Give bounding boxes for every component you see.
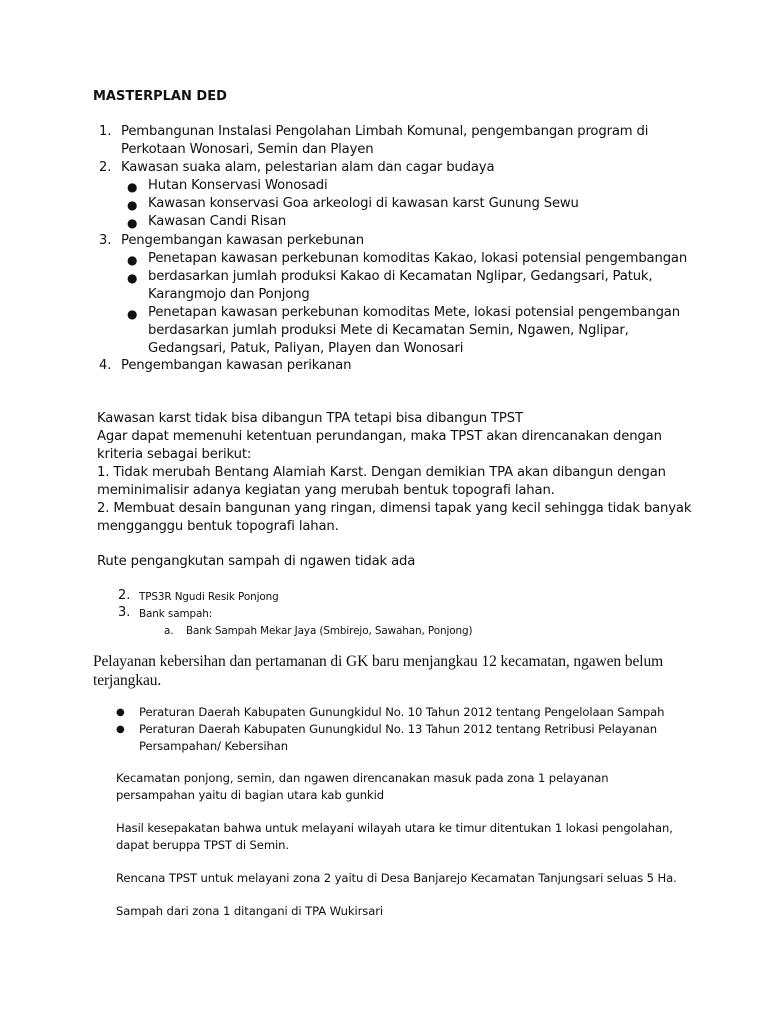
paragraph-line: Hasil kesepakatan bahwa untuk melayani wilayah utara ke timur ditentukan 1 lokasi pengolahan,	[116, 821, 673, 835]
list-item-text: Pembangunan Instalasi Pengolahan Limbah Komunal, pengembangan program di	[121, 124, 649, 139]
paragraph-line: Agar dapat memenuhi ketentuan perundangan, maka TPST akan direncanakan dengan	[97, 429, 662, 444]
bullet-icon: ●	[127, 271, 138, 285]
sub-item-label: a.	[164, 625, 174, 637]
sub-item-text: Hutan Konservasi Wonosadi	[148, 178, 328, 193]
list-number: 4.	[99, 358, 112, 373]
sub-item-text: Kawasan Candi Risan	[148, 214, 287, 229]
sub-item-text: Bank Sampah Mekar Jaya (Smbirejo, Sawahan, Ponjong)	[186, 625, 473, 637]
bullet-icon: ●	[127, 307, 138, 321]
sub-item-text: Penetapan kawasan perkebunan komoditas Kakao, lokasi potensial pengembangan	[148, 251, 688, 266]
bullet-icon: ●	[116, 707, 125, 718]
list-item-text: Persampahan/ Kebersihan	[139, 739, 288, 753]
bullet-icon: ●	[116, 724, 125, 735]
list-number: 2.	[118, 588, 131, 603]
bullet-icon: ●	[127, 253, 138, 267]
list-number: 3.	[99, 233, 112, 248]
bullet-icon: ●	[127, 180, 138, 194]
paragraph-line: Kawasan karst tidak bisa dibangun TPA tetapi bisa dibangun TPST	[97, 411, 523, 426]
paragraph-line: 2. Membuat desain bangunan yang ringan, dimensi tapak yang kecil sehingga tidak banyak	[97, 501, 692, 516]
paragraph-line: dapat beruppa TPST di Semin.	[116, 838, 289, 852]
sub-item-text: Kawasan konservasi Goa arkeologi di kawasan karst Gunung Sewu	[148, 196, 579, 211]
sub-item-text: berdasarkan jumlah produksi Mete di Kecamatan Semin, Ngawen, Nglipar,	[148, 323, 629, 338]
rute-text: Rute pengangkutan sampah di ngawen tidak ada	[97, 554, 416, 569]
list-number: 2.	[99, 160, 112, 175]
bullet-icon: ●	[127, 198, 138, 212]
paragraph-line: meminimalisir adanya kegiatan yang merubah bentuk topografi lahan.	[97, 483, 555, 498]
list-number: 3.	[118, 605, 131, 620]
sub-item-text: Karangmojo dan Ponjong	[148, 287, 310, 302]
paragraph-line: terjangkau.	[93, 672, 162, 689]
list-item-text: Peraturan Daerah Kabupaten Gunungkidul No. 10 Tahun 2012 tentang Pengelolaan Sampah	[139, 705, 665, 719]
list-item-text: Pengembangan kawasan perikanan	[121, 358, 352, 373]
document-title: MASTERPLAN DED	[93, 89, 227, 104]
list-item-text: Pengembangan kawasan perkebunan	[121, 233, 365, 248]
bullet-icon: ●	[127, 216, 138, 230]
list-item-text: Bank sampah:	[139, 608, 213, 620]
sub-item-text: Gedangsari, Patuk, Paliyan, Playen dan Wonosari	[148, 341, 464, 356]
paragraph-line: kriteria sebagai berikut:	[97, 447, 252, 462]
paragraph-line: Kecamatan ponjong, semin, dan ngawen direncanakan masuk pada zona 1 pelayanan	[116, 771, 609, 785]
list-item-text: Perkotaan Wonosari, Semin dan Playen	[121, 142, 374, 157]
paragraph-line: persampahan yaitu di bagian utara kab gunkid	[116, 788, 385, 802]
paragraph-line: Sampah dari zona 1 ditangani di TPA Wukirsari	[116, 904, 384, 918]
paragraph-line: 1. Tidak merubah Bentang Alamiah Karst. Dengan demikian TPA akan dibangun dengan	[97, 465, 666, 480]
list-item-text: Kawasan suaka alam, pelestarian alam dan cagar budaya	[121, 160, 495, 175]
list-item-text: TPS3R Ngudi Resik Ponjong	[139, 591, 279, 603]
list-number: 1.	[99, 124, 112, 139]
list-item-text: Peraturan Daerah Kabupaten Gunungkidul No. 13 Tahun 2012 tentang Retribusi Pelayanan	[139, 722, 658, 736]
sub-item-text: Penetapan kawasan perkebunan komoditas Mete, lokasi potensial pengembangan	[148, 305, 680, 320]
paragraph-line: Pelayanan kebersihan dan pertamanan di GK baru menjangkau 12 kecamatan, ngawen belum	[93, 653, 664, 670]
paragraph-line: Rencana TPST untuk melayani zona 2 yaitu di Desa Banjarejo Kecamatan Tanjungsari seluas 5 Ha.	[116, 871, 677, 885]
paragraph-line: mengganggu bentuk topografi lahan.	[97, 519, 339, 534]
sub-item-text: berdasarkan jumlah produksi Kakao di Kecamatan Nglipar, Gedangsari, Patuk,	[148, 269, 653, 284]
